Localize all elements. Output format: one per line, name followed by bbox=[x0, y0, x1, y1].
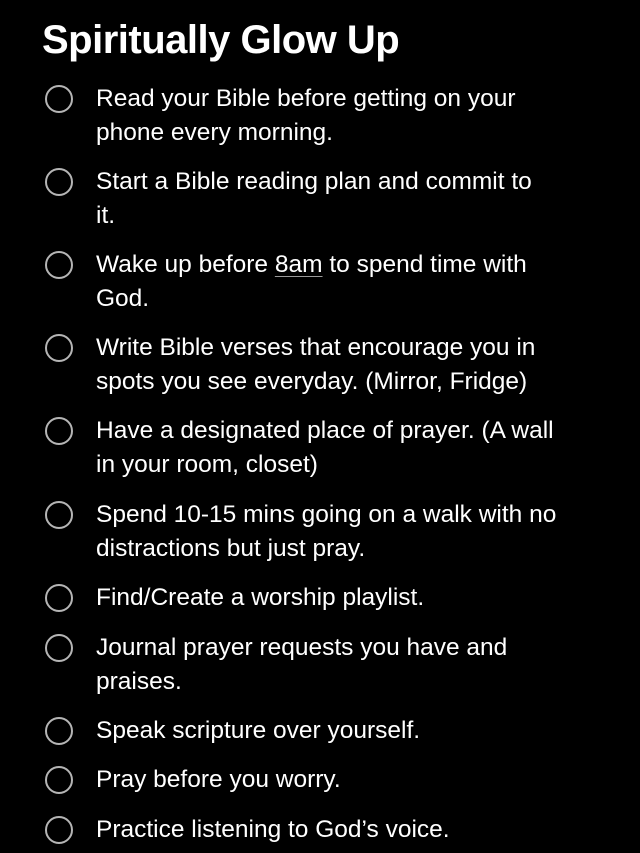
item-line: Find/Create a worship playlist. bbox=[96, 584, 425, 611]
item-line: Journal prayer requests you have and bbox=[96, 634, 508, 661]
item-line: Have a designated place of prayer. (A wall bbox=[96, 417, 554, 444]
checkbox-circle-icon[interactable] bbox=[45, 417, 73, 445]
checklist-item-text[interactable] bbox=[96, 165, 616, 233]
item-line: in your room, closet) bbox=[96, 451, 318, 478]
checkbox-circle-icon[interactable] bbox=[45, 251, 73, 279]
checkbox-circle-icon[interactable] bbox=[45, 717, 73, 745]
item-line: Start a Bible reading plan and commit to bbox=[96, 168, 532, 195]
checkbox-circle-icon[interactable] bbox=[45, 584, 73, 612]
item-line: Write Bible verses that encourage you in bbox=[96, 334, 536, 361]
item-line: Speak scripture over yourself. bbox=[96, 717, 421, 744]
checklist-item-text[interactable] bbox=[96, 714, 616, 748]
checklist-item-text[interactable] bbox=[96, 414, 616, 482]
item-line: Pray before you worry. bbox=[96, 766, 341, 793]
checkbox-circle-icon[interactable] bbox=[45, 334, 73, 362]
checklist-item-text[interactable] bbox=[96, 631, 616, 699]
checklist-item-text[interactable] bbox=[96, 581, 616, 615]
item-line: phone every morning. bbox=[96, 119, 333, 146]
checklist-item-text[interactable] bbox=[96, 248, 616, 316]
checkbox-circle-icon[interactable] bbox=[45, 501, 73, 529]
item-line: it. bbox=[96, 202, 116, 229]
item-text-segment: to spend time with bbox=[322, 251, 527, 278]
item-line: praises. bbox=[96, 668, 182, 695]
checkbox-circle-icon[interactable] bbox=[45, 168, 73, 196]
item-line: Read your Bible before getting on your bbox=[96, 85, 516, 112]
time-link[interactable]: 8am bbox=[274, 251, 323, 278]
checklist-item-text[interactable] bbox=[96, 763, 616, 797]
checkbox-circle-icon[interactable] bbox=[45, 766, 73, 794]
item-line: spots you see everyday. (Mirror, Fridge) bbox=[96, 368, 528, 395]
item-line bbox=[96, 248, 616, 282]
item-line: Practice listening to God’s voice. bbox=[96, 816, 450, 843]
item-text-segment: Wake up before bbox=[96, 251, 275, 278]
checklist-item-text[interactable] bbox=[96, 331, 616, 399]
checklist-item-text[interactable] bbox=[96, 498, 616, 566]
checkbox-circle-icon[interactable] bbox=[45, 85, 73, 113]
checklist-item-text[interactable] bbox=[96, 82, 616, 150]
note-title: Spiritually Glow Up bbox=[42, 18, 400, 62]
checkbox-circle-icon[interactable] bbox=[45, 816, 73, 844]
item-line: God. bbox=[96, 285, 150, 312]
checkbox-circle-icon[interactable] bbox=[45, 634, 73, 662]
item-line: Spend 10-15 mins going on a walk with no bbox=[96, 501, 557, 528]
checklist-item-text[interactable] bbox=[96, 813, 616, 847]
item-line: distractions but just pray. bbox=[96, 535, 366, 562]
